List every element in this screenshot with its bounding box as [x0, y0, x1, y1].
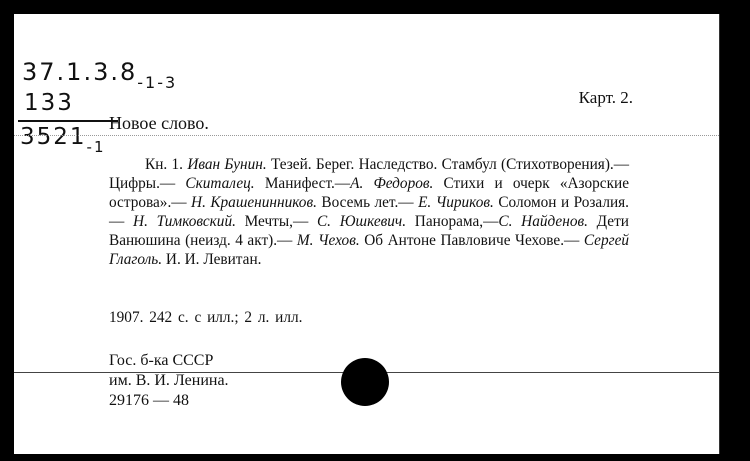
- classmark-suffix: -1-3: [137, 73, 178, 92]
- punch-hole: [341, 358, 389, 406]
- contents-text: Восемь лет.—: [321, 194, 414, 211]
- contents-text: Дети Ванюшина (неизд. 4 акт).—: [109, 213, 629, 249]
- contents-author: Н. Тимковский.: [133, 213, 236, 230]
- classmark-line-1: [22, 58, 178, 92]
- author-mark: 3521: [20, 124, 87, 150]
- contents-text: Манифест.—: [264, 175, 351, 192]
- contents-author: А. Федоров.: [350, 175, 434, 192]
- classmark-number: 37.1.3.8: [22, 58, 138, 86]
- contents-text: Тезей. Берег. Наследство. Стамбул (Стихотворения).— Цифры.—: [109, 156, 630, 192]
- library-code: 29176 — 48: [109, 392, 189, 409]
- contents-author: С. Юшкевич.: [316, 213, 407, 230]
- contents-text: Панорама,—: [414, 213, 499, 230]
- library-name: Гос. б-ка СССР: [109, 352, 214, 369]
- contents-text: И. И. Левитан.: [165, 251, 262, 268]
- author-mark-suffix: -1: [86, 138, 106, 156]
- library-stamp: [109, 351, 229, 411]
- contents-text: Мечты,—: [244, 213, 309, 230]
- classmark-line-2: 133: [24, 90, 74, 116]
- contents-author: Сергей Глаголь.: [109, 232, 630, 268]
- contents-author: С. Найденов.: [498, 213, 588, 230]
- catalog-card: [14, 14, 720, 454]
- library-dedication: им. В. И. Ленина.: [109, 372, 229, 389]
- contents-author: М. Чехов.: [296, 232, 360, 249]
- imprint-line: 1907. 242 с. с илл.; 2 л. илл.: [109, 309, 303, 326]
- book-title: Новое слово.: [109, 113, 209, 133]
- card-number: Карт. 2.: [578, 88, 633, 107]
- contents-text: Кн. 1.: [145, 156, 183, 173]
- title-divider: [14, 135, 719, 136]
- contents-text: Соломон и Розалия.—: [109, 194, 630, 230]
- contents-text: Стихи и очерк «Азорские острова».—: [109, 175, 629, 211]
- contents-author: Е. Чириков.: [418, 194, 494, 211]
- contents-author: Скиталец.: [185, 175, 255, 192]
- classmark-line-3: [20, 124, 106, 156]
- contents-author: Иван Бунин.: [187, 156, 267, 173]
- classmark-divider: [18, 120, 118, 122]
- contents-author: Н. Крашенинников.: [191, 194, 317, 211]
- contents-text: Об Антоне Павловиче Чехове.—: [364, 232, 580, 249]
- contents-description: [109, 155, 629, 269]
